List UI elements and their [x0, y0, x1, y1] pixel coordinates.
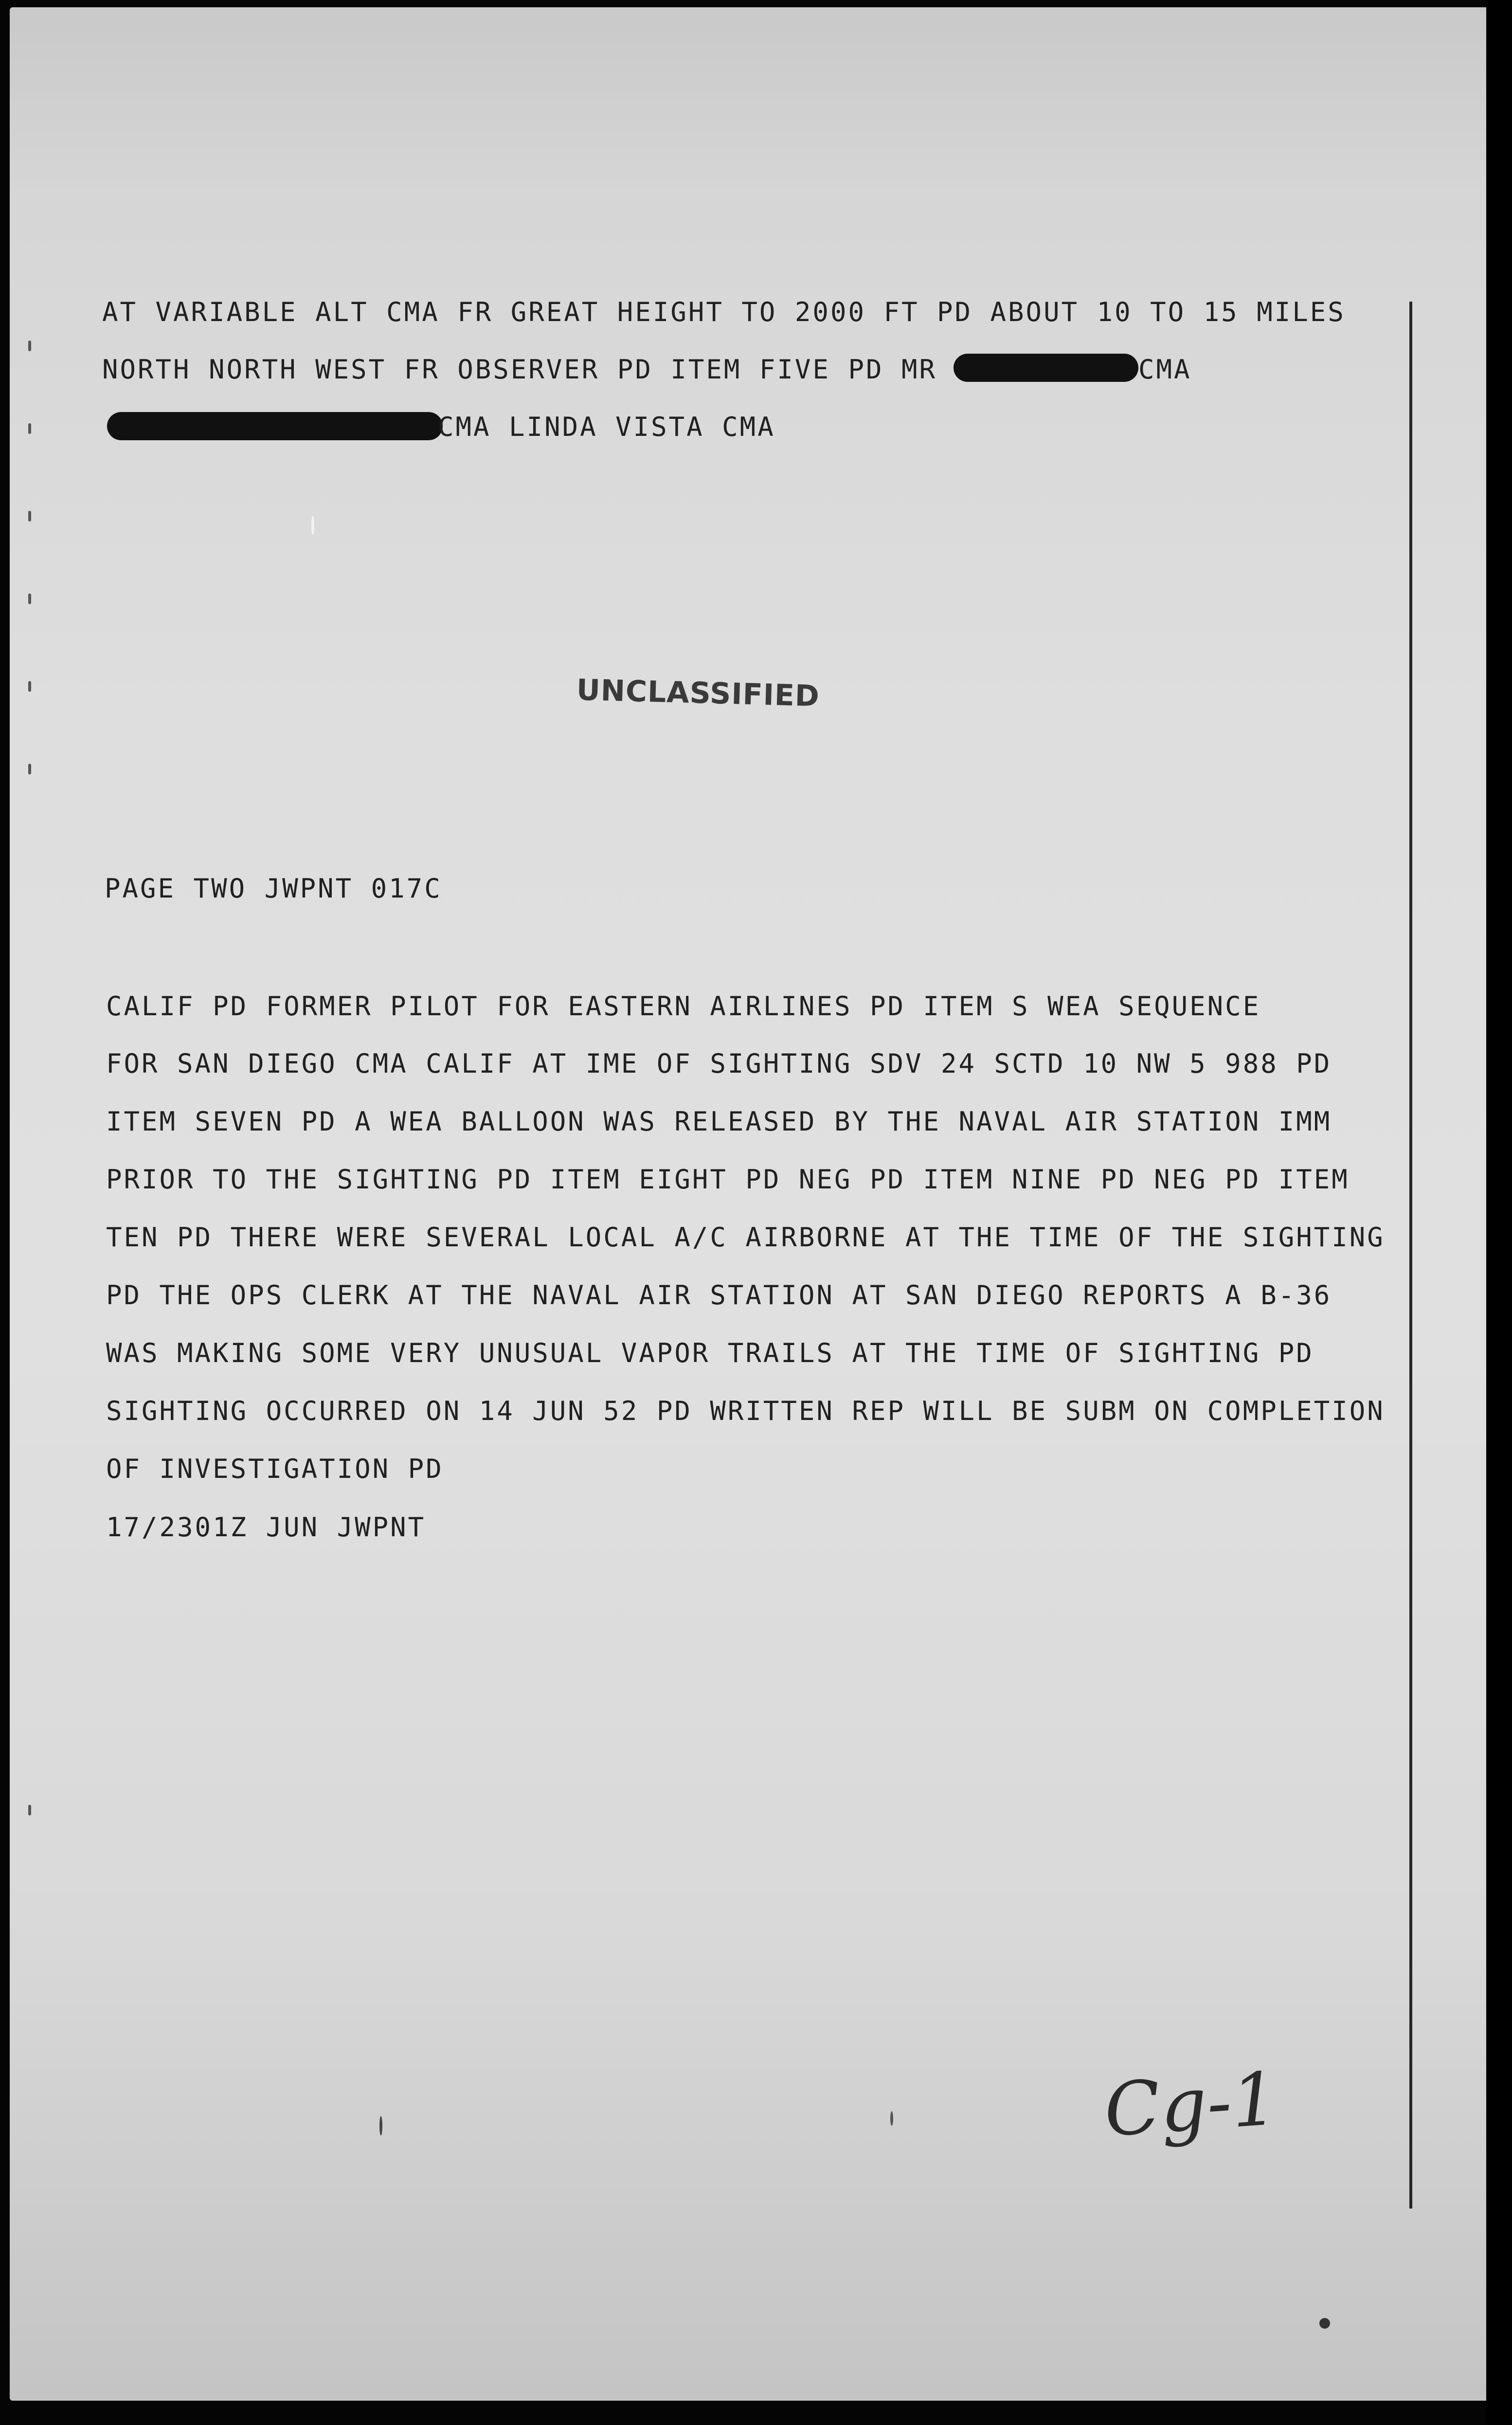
margin-mark	[28, 341, 31, 351]
margin-mark	[28, 681, 31, 692]
handwritten-annotation: Cg-1	[1101, 2056, 1281, 2154]
teletype-line: TEN PD THERE WERE SEVERAL LOCAL A/C AIRBORNE AT THE TIME OF THE SIGHTING	[106, 1222, 1385, 1253]
teletype-line: SIGHTING OCCURRED ON 14 JUN 52 PD WRITTEN REP WILL BE SUBM ON COMPLETION	[106, 1396, 1385, 1426]
margin-mark	[28, 764, 31, 774]
ink-speck	[379, 2116, 382, 2136]
teletype-line: PRIOR TO THE SIGHTING PD ITEM EIGHT PD NEG PD ITEM NINE PD NEG PD ITEM	[106, 1164, 1350, 1195]
ink-speck	[1319, 2318, 1330, 2329]
teletype-line: OF INVESTIGATION PD	[106, 1454, 444, 1484]
redaction-bar	[954, 354, 1138, 382]
teletype-line: CMA	[1138, 354, 1192, 385]
margin-rule-line	[1409, 302, 1412, 2209]
teletype-line: NORTH NORTH WEST FR OBSERVER PD ITEM FIVE PD MR	[102, 354, 937, 385]
margin-mark	[28, 593, 31, 604]
margin-mark	[28, 511, 31, 521]
teletype-line: WAS MAKING SOME VERY UNUSUAL VAPOR TRAILS AT THE TIME OF SIGHTING PD	[106, 1338, 1314, 1368]
ink-speck	[890, 2111, 893, 2126]
teletype-line: ITEM SEVEN PD A WEA BALLOON WAS RELEASED BY THE NAVAL AIR STATION IMM	[106, 1106, 1332, 1137]
margin-mark	[28, 1805, 31, 1815]
classification-stamp: UNCLASSIFIED	[576, 673, 820, 714]
teletype-line: CMA LINDA VISTA CMA	[438, 412, 775, 442]
redaction-bar	[107, 412, 443, 440]
page-header: PAGE TWO JWPNT 017C	[105, 873, 442, 904]
teletype-line: FOR SAN DIEGO CMA CALIF AT IME OF SIGHTING SDV 24 SCTD 10 NW 5 988 PD	[106, 1048, 1332, 1079]
scan-dark-edge	[1486, 0, 1512, 2425]
ink-speck	[311, 516, 314, 535]
teletype-line: CALIF PD FORMER PILOT FOR EASTERN AIRLINES PD ITEM S WEA SEQUENCE	[106, 991, 1261, 1022]
teletype-line: AT VARIABLE ALT CMA FR GREAT HEIGHT TO 2000 FT PD ABOUT 10 TO 15 MILES	[102, 297, 1346, 327]
margin-mark	[28, 423, 31, 434]
date-time-group: 17/2301Z JUN JWPNT	[106, 1512, 426, 1543]
teletype-line: PD THE OPS CLERK AT THE NAVAL AIR STATION AT SAN DIEGO REPORTS A B-36	[106, 1280, 1332, 1311]
